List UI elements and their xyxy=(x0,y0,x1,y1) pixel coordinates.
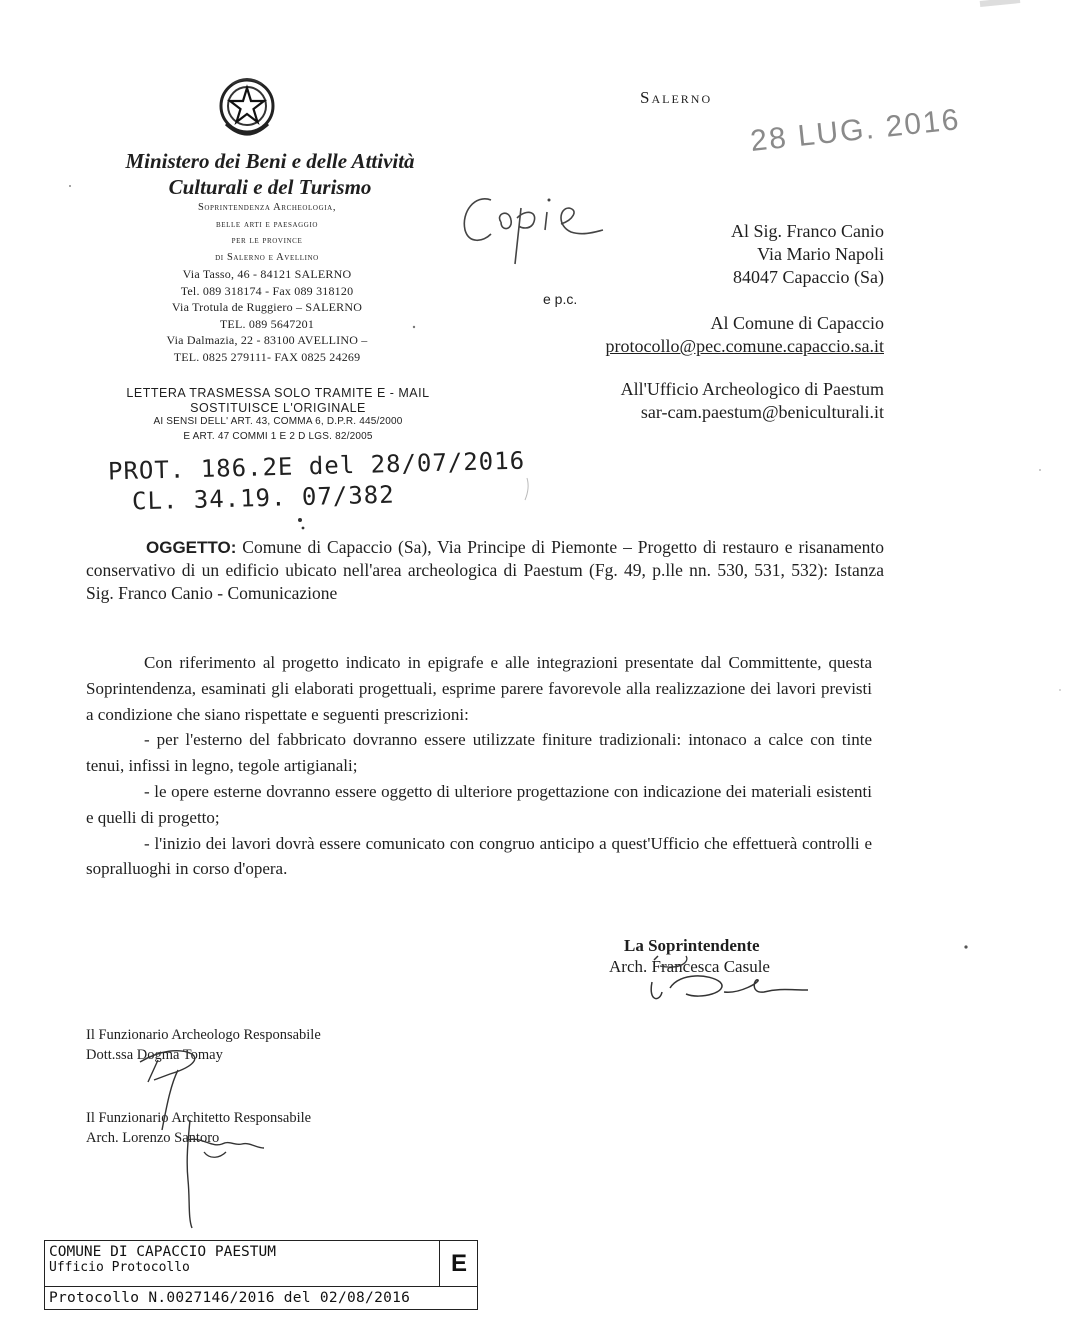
officer-role: Il Funzionario Archeologo Responsabile xyxy=(86,1027,321,1043)
signatory-title: La Soprintendente xyxy=(624,936,760,955)
transmission-line: E ART. 47 COMMI 1 E 2 D LGS. 82/2005 xyxy=(183,430,373,442)
transmission-line: SOSTITUISCE L'ORIGINALE xyxy=(190,400,366,415)
office-line: di Salerno e Avellino xyxy=(215,251,319,263)
stamp-protocol-number: Protocollo N.0027146/2016 del 02/08/2016 xyxy=(49,1290,411,1306)
recipient-paestum-email: sar-cam.paestum@beniculturali.it xyxy=(640,402,884,422)
stamp-divider xyxy=(45,1286,477,1287)
office-line: per le province xyxy=(231,235,303,246)
letter-body xyxy=(86,650,872,882)
office-line: Tel. 089 318174 - Fax 089 318120 xyxy=(180,283,354,298)
ministry-line-1: Ministero dei Beni e delle Attività xyxy=(125,149,415,173)
body-paragraph: Con riferimento al progetto indicato in epigrafe e alle integrazioni presentate dal Committente, questa Soprintendenza, esaminati gli elaborati progettuali, esprime parere favorevole alla realizzazione dei lavori previsti a condizione che siano rispettate e seguenti prescrizioni: xyxy=(86,653,872,724)
addressee-line: Via Mario Napoli xyxy=(757,244,884,264)
prescription-item: - le opere esterne dovranno essere oggetto di ulteriore progettazione con indicazione dei materiali esistenti e quelli di progetto; xyxy=(86,781,872,827)
signature-scribble xyxy=(640,952,820,1012)
subject-label: OGGETTO: xyxy=(146,538,237,557)
epc-label: e p.c. xyxy=(543,291,578,307)
prescription-item: - per l'esterno del fabbricato dovranno essere utilizzate finiture tradizionali: intonaco a calce con tinte tenui, infissi in legno, tegole artigianali; xyxy=(86,730,872,776)
italian-republic-emblem-icon xyxy=(216,74,278,142)
office-line: Via Tasso, 46 - 84121 SALERNO xyxy=(182,267,352,281)
stamp-office: Ufficio Protocollo xyxy=(49,1260,190,1275)
office-line: Via Trotula de Ruggiero – SALERNO xyxy=(171,300,363,314)
city-name: Salerno xyxy=(640,88,713,107)
subject-paragraph xyxy=(86,536,884,605)
recipient-comune-name: Al Comune di Capaccio xyxy=(710,313,884,333)
recipient-paestum-block xyxy=(520,378,884,424)
handwritten-classification-note: CL. 34.19. 07/382 xyxy=(131,480,395,516)
ministry-title xyxy=(70,148,470,200)
stamp-municipality: COMUNE DI CAPACCIO PAESTUM xyxy=(49,1244,276,1260)
transmission-line: LETTERA TRASMESSA SOLO TRAMITE E - MAIL xyxy=(126,386,430,400)
copy-handwritten-mark xyxy=(455,178,615,268)
handwritten-protocol-note: PROT. 186.2E del 28/07/2016 xyxy=(107,446,526,486)
office-line: TEL. 0825 279111- FAX 0825 24269 xyxy=(173,349,361,364)
date-stamp: 28 LUG. 2016 xyxy=(748,103,962,158)
signatory-name: Arch. Francesca Casule xyxy=(609,957,770,976)
prescription-item: - l'inizio dei lavori dovrà essere comunicato con congruo anticipo a quest'Ufficio che effettuerà controlli e sopralluoghi in corso d'opera. xyxy=(86,833,872,879)
office-line: TEL. 089 5647201 xyxy=(219,316,315,331)
stamp-letter-box: E xyxy=(439,1241,478,1286)
officer-name: Arch. Lorenzo Santoro xyxy=(86,1130,220,1146)
office-line: belle arti e paesaggio xyxy=(215,218,319,230)
transmission-notice xyxy=(88,386,468,444)
recipient-comune-block xyxy=(520,312,884,358)
subject-text: Comune di Capaccio (Sa), Via Principe di Piemonte – Progetto di restauro e risanamento conservativo di un edificio ubicato nell'area archeologica di Paestum (Fg. 49, p.lle nn. 530, 531, 532): Istanza Sig. Franco Canio - Comunicazione xyxy=(86,537,884,603)
stamp-header xyxy=(49,1243,435,1275)
addressee-block xyxy=(600,220,884,289)
protocol-stamp xyxy=(44,1240,478,1310)
ministry-line-2: Culturali e del Turismo xyxy=(168,175,372,199)
recipient-paestum-name: All'Ufficio Archeologico di Paestum xyxy=(620,379,884,399)
officer-name: Dott.ssa Dogma Tomay xyxy=(86,1047,223,1063)
office-address-block xyxy=(112,200,422,365)
addressee-line: 84047 Capaccio (Sa) xyxy=(733,267,884,287)
officer-signatures-scribble xyxy=(130,1040,300,1230)
recipient-comune-email-link[interactable]: protocollo@pec.comune.capaccio.sa.it xyxy=(605,336,884,356)
officer-role: Il Funzionario Architetto Responsabile xyxy=(86,1110,312,1126)
addressee-line: Al Sig. Franco Canio xyxy=(731,221,884,241)
office-line: Soprintendenza Archeologia, xyxy=(197,202,337,213)
transmission-line: AI SENSI DELL' ART. 43, COMMA 6, D.P.R. 445/2000 xyxy=(153,416,403,427)
office-line: Via Dalmazia, 22 - 83100 AVELLINO – xyxy=(166,333,368,347)
